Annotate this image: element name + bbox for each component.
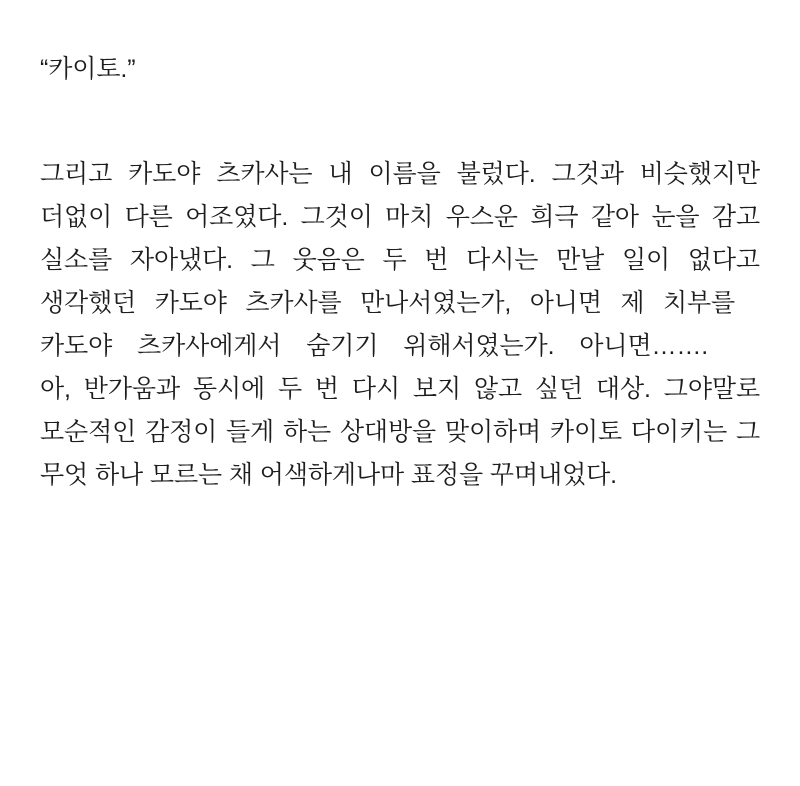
dialogue-line [40, 48, 760, 91]
paragraph-spacer [40, 91, 760, 153]
paragraph-1: 그리고 카도야 츠카사는 내 이름을 불렀다. 그것과 비슷했지만 더없이 다른 어조였다. 그것이 마치 우스운 희극 같아 눈을 감고 실소를 자아냈다. 그 웃음은 두 번 다시는 만날 일이 없다고 생각했던 카도야 츠카사를 만나서였는가, 아니면 제 치부를 카도야 츠카사에게서 숨기기 위해서였는가. 아니면……. [40, 160, 760, 360]
paragraph-2: 아, 반가움과 동시에 두 번 다시 보지 않고 싶던 대상. 그야말로 모순적인 감정이 들게 하는 상대방을 맞이하며 카이토 다이키는 그 무엇 하나 모르는 채 어색하게나마 표정을 꾸며내었다. [40, 375, 760, 489]
dialogue-text: “카이토.” [40, 55, 136, 83]
body-text [40, 153, 760, 497]
